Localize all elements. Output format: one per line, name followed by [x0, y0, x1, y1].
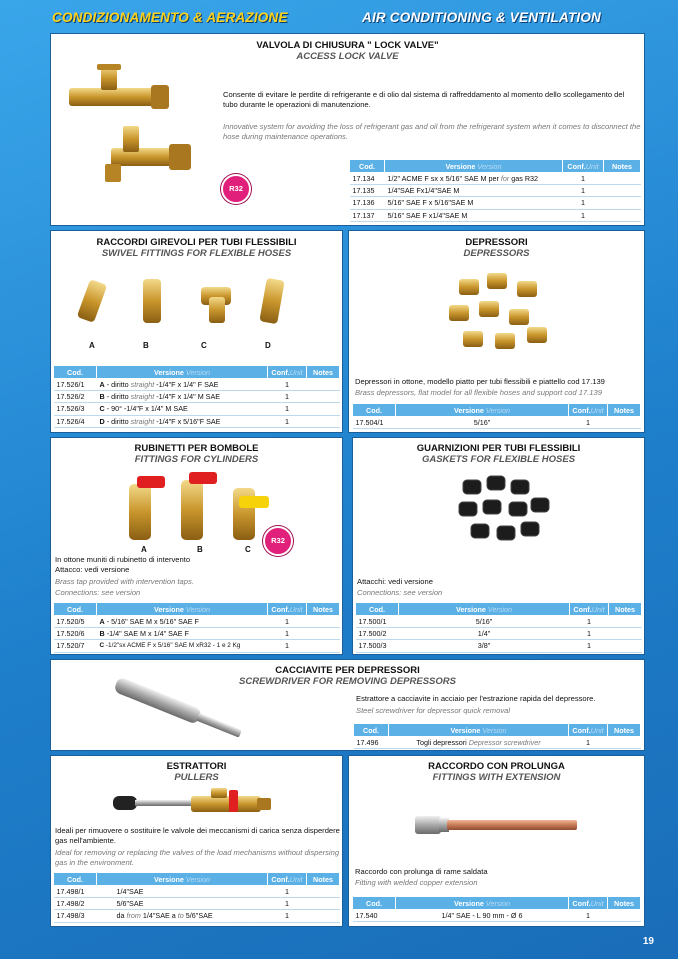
cylinder-label-c: C [245, 545, 251, 554]
r32-badge: R32 [263, 526, 293, 556]
swivel-fittings-image [69, 269, 309, 339]
cylinders-title: RUBINETTI PER BOMBOLE [134, 443, 259, 454]
screwdriver-title: CACCIAVITE PER DEPRESSORI [275, 665, 420, 676]
table-header-row: Cod. Versione Version Conf.Unit Notes [354, 724, 641, 737]
table-row: 17.540 1/4" SAE - L 90 mm - Ø 6 1 [353, 910, 641, 922]
screwdriver-subtitle: SCREWDRIVER FOR REMOVING DEPRESSORS [239, 676, 456, 687]
table-header-row: Cod. Versione Version Conf.Unit Notes [353, 404, 641, 417]
panel-depressors [348, 230, 645, 433]
col-notes: Notes [604, 160, 641, 173]
cylinders-desc-en-2: Connections: see version [55, 588, 141, 597]
cylinder-label-b: B [197, 545, 203, 554]
depressors-title: DEPRESSORI [465, 237, 528, 248]
pullers-image [111, 784, 281, 824]
table-row: 17.496 Togli depressori Depressor screwdriver 1 [354, 737, 641, 749]
table-header-row: Cod. Versione Version Conf.Unit Notes [54, 366, 340, 379]
screwdriver-desc-en: Steel screwdriver for depressor quick removal [356, 706, 511, 715]
pullers-title: ESTRATTORI [166, 761, 227, 772]
table-row: 17.500/1 5/16" 1 [356, 616, 642, 628]
lock-valve-desc-en: Innovative system for avoiding the loss of refrigerant gas and oil from the refrigerant system when it comes to disconnect the hose during maintenance operations. [223, 122, 641, 141]
panel-cylinder-fittings [50, 437, 343, 655]
extension-title: RACCORDO CON PROLUNGA [428, 761, 565, 772]
panel-lock-valve [50, 33, 645, 226]
extension-subtitle: FITTINGS WITH EXTENSION [432, 772, 561, 783]
table-header-row: Cod. Versione Version Conf.Unit Notes [54, 603, 340, 616]
lock-valve-table [349, 159, 641, 222]
table-header-row: Cod. Versione Version Conf.Unit Notes [353, 897, 641, 910]
swivel-title: RACCORDI GIREVOLI PER TUBI FLESSIBILI [96, 237, 297, 248]
extension-desc-en: Fitting with welded copper extension [355, 878, 478, 887]
table-row: 17.137 5/16" SAE F x1/4"SAE M 1 [350, 209, 641, 221]
swivel-label-c: C [201, 341, 207, 350]
swivel-subtitle: SWIVEL FITTINGS FOR FLEXIBLE HOSES [101, 248, 292, 259]
table-row: 17.498/1 1/4"SAE 1 [54, 886, 340, 898]
lock-valve-desc-it: Consente di evitare le perdite di refrigerante e di olio dal sistema di raffreddamento al momento dello scollegamento del tubo durante le operazioni di manutenzione. [223, 90, 625, 109]
depressors-desc-it: Depressori in ottone, modello piatto per tubi flessibili e piattello cod 17.139 [355, 377, 605, 386]
gaskets-desc-it: Attacchi: vedi versione [357, 577, 433, 586]
gaskets-table [355, 602, 642, 653]
extension-table [352, 896, 641, 922]
panel-swivel-fittings [50, 230, 343, 433]
table-row: 17.520/6 B -1/4" SAE M x 1/4" SAE F 1 [54, 628, 340, 640]
page-number: 19 [642, 936, 654, 947]
pullers-table [53, 872, 340, 923]
gaskets-desc-en: Connections: see version [357, 588, 443, 597]
cylinders-desc-it-2: Attacco: vedi versione [55, 565, 130, 574]
table-row: 17.520/5 A - 5/16" SAE M x 5/16" SAE F 1 [54, 616, 340, 628]
swivel-label-a: A [89, 341, 95, 350]
table-row: 17.500/3 3/8" 1 [356, 640, 642, 652]
table-row: 17.520/7 C -1/2"sx ACME F x 5/16" SAE M xR32 - 1 e 2 Kg 1 [54, 640, 340, 652]
lock-valve-subtitle: ACCESS LOCK VALVE [296, 51, 399, 62]
table-row: 17.498/2 5/6"SAE 1 [54, 898, 340, 910]
screwdriver-desc-it: Estrattore a cacciavite in acciaio per l'estrazione rapida del depressore. [356, 694, 596, 703]
screwdriver-table [353, 723, 641, 749]
swivel-label-b: B [143, 341, 149, 350]
pullers-desc-en: Ideal for removing or replacing the valves of the load mechanisms without dispersing gas in the environment. [55, 848, 340, 867]
pullers-subtitle: PULLERS [174, 772, 219, 783]
lock-valve-image-2 [91, 124, 201, 184]
screwdriver-image [101, 670, 261, 750]
swivel-label-d: D [265, 341, 271, 350]
table-row: 17.500/2 1/4" 1 [356, 628, 642, 640]
col-conf: Conf.Unit [563, 160, 604, 173]
table-row: 17.526/2 B - diritto straight -1/4"F x 1/4" M SAE 1 [54, 391, 340, 403]
col-cod: Cod. [350, 160, 385, 173]
table-row: 17.134 1/2" ACME F sx x 5/16" SAE M per for gas R32 1 [350, 173, 641, 185]
cylinders-subtitle: FITTINGS FOR CYLINDERS [134, 454, 259, 465]
extension-desc-it: Raccordo con prolunga di rame saldata [355, 867, 488, 876]
table-row: 17.526/3 C - 90° -1/4"F x 1/4" M SAE 1 [54, 403, 340, 415]
cylinders-desc-it-1: In ottone muniti di rubinetto di intervento [55, 555, 191, 564]
lock-valve-title: VALVOLA DI CHIUSURA " LOCK VALVE" [256, 40, 439, 51]
col-version: Versione Version [385, 160, 563, 173]
gaskets-subtitle: GASKETS FOR FLEXIBLE HOSES [421, 454, 576, 465]
panel-pullers [50, 755, 343, 927]
table-row: 17.498/3 da from 1/4"SAE a to 5/6"SAE 1 [54, 910, 340, 922]
depressors-table [352, 403, 641, 429]
header-title-it: CONDIZIONAMENTO & AERAZIONE [52, 10, 288, 25]
table-header-row: Cod. Versione Version Conf.Unit Notes [54, 873, 340, 886]
header-title-en: AIR CONDITIONING & VENTILATION [362, 10, 601, 25]
cylinder-taps-image [121, 466, 281, 546]
table-row: 17.136 5/16" SAE F x 5/16"SAE M 1 [350, 197, 641, 209]
r32-badge: R32 [221, 174, 251, 204]
table-row: 17.526/4 D - diritto straight -1/4"F x 5/16"F SAE 1 [54, 415, 340, 427]
pullers-desc-it: Ideali per rimuovere o sostituire le valvole dei meccanismi di carica senza disperdere gas nell'ambiente. [55, 826, 340, 845]
swivel-table [53, 365, 340, 428]
cylinders-desc-en-1: Brass tap provided with intervention taps. [55, 577, 194, 586]
depressors-image [439, 269, 559, 361]
gaskets-title: GUARNIZIONI PER TUBI FLESSIBILI [416, 443, 581, 454]
gaskets-image [453, 472, 553, 548]
depressors-desc-en: Brass depressors, flat model for all flexible hoses and support cod 17.139 [355, 388, 602, 397]
panel-gaskets [352, 437, 645, 655]
table-row: 17.526/1 A - diritto straight -1/4"F x 1/4" F SAE 1 [54, 379, 340, 391]
panel-extension [348, 755, 645, 927]
table-row: 17.135 1/4"SAE Fx1/4"SAE M 1 [350, 185, 641, 197]
table-row: 17.504/1 5/16" 1 [353, 417, 641, 429]
depressors-subtitle: DEPRESSORS [463, 248, 530, 259]
lock-valve-image-1 [63, 60, 183, 116]
table-header-row [350, 160, 641, 173]
table-header-row: Cod. Versione Version Conf.Unit Notes [356, 603, 642, 616]
cylinder-label-a: A [141, 545, 147, 554]
extension-fitting-image [411, 810, 581, 840]
cylinders-table [53, 602, 340, 653]
panel-screwdriver [50, 659, 645, 751]
